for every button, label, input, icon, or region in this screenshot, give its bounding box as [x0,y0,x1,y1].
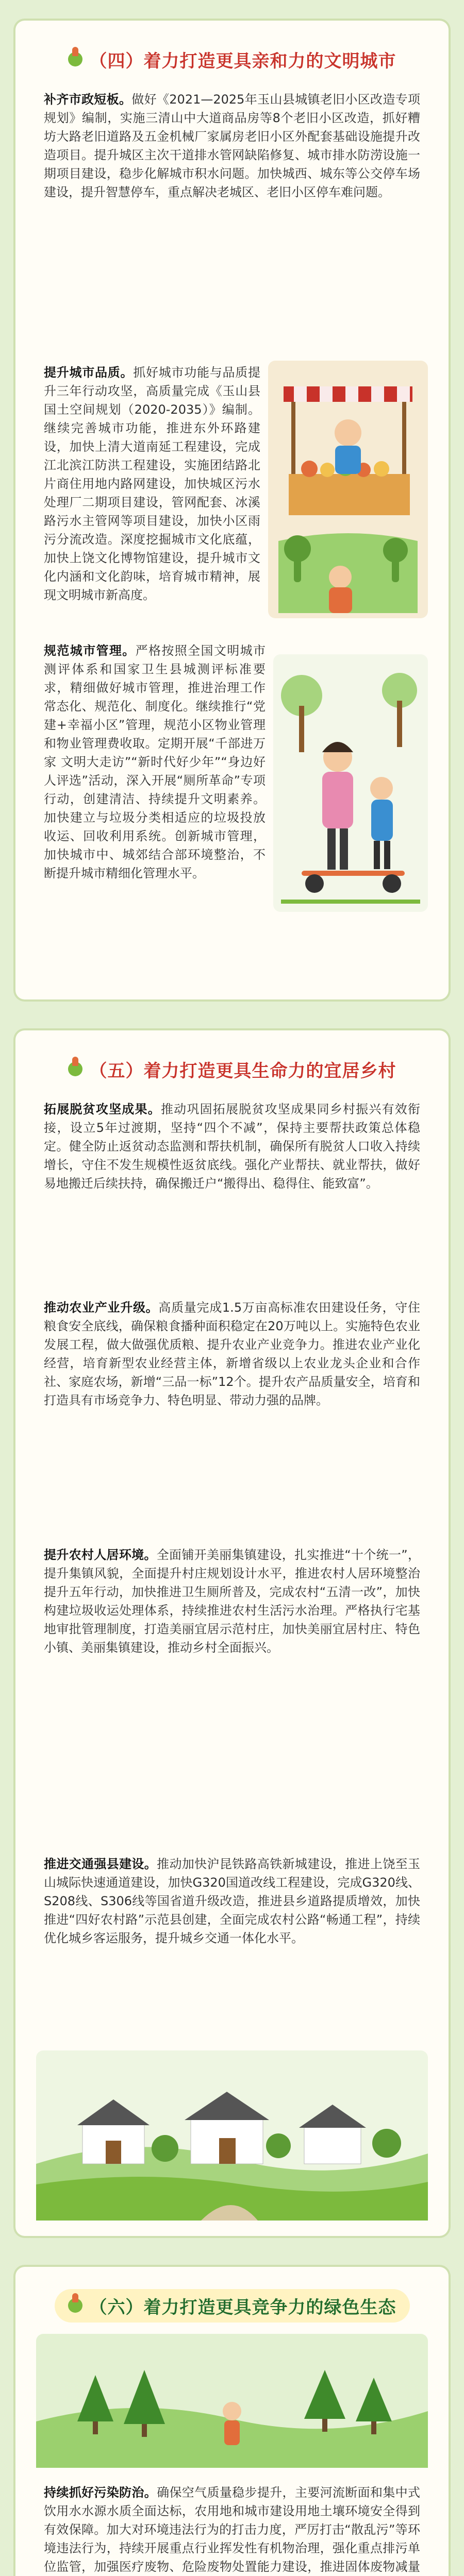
paragraph-body: 推动巩固拓展脱贫攻坚成果同乡村振兴有效衔接，设立5年过渡期，坚持“四个不减”，保持主要帮扶政策总体稳定。健全防止返贫动态监测和帮扶机制，确保所有脱贫人口收入持续增长，守住不发生规模性返贫底线。强化产业帮扶、就业帮扶，做好易地搬迁后续扶持，确保搬迁户“搬得出、稳得住、能致富”。 [44,1102,421,1191]
section-title: （六）着力打造更具竞争力的绿色生态 [89,2297,396,2318]
paragraph-body: 高质量完成1.5万亩高标准农田建设任务，守住粮食安全底线，确保粮食播种面积稳定在20万吨以上。实施特色农业发展工程，做大做强优质粮、提升农业产业竞争力。推进农业产业化经营，培育新型农业经营主体，新增省级以上农业龙头企业和合作社、家庭农场，新增“三品一标”12个。提升农产品质量安全，培育和打造具有市场竞争力、特色明显、带动力强的品牌。 [44,1300,420,1408]
paragraph-body: 抓好城市功能与品质提升三年行动攻坚，高质量完成《玉山县国土空间规划（2020-2035）》编制。继续完善城市功能，推进东外环路建设，加快上清大道南延工程建设，完成江北滨江防洪工程建设，实施团结路北片商住用地内路网建设，加快城区污水处理厂二期项目建设，管网配套、冰溪路污水主管网等项目建设，加快小区雨污分流改造。深度挖掘城市文化底蕴，加快上饶文化博物馆建设，提升城市文化内涵和文化韵味，培育城市精神，展现文明城市新高度。 [44,365,260,602]
family-illustration [271,649,430,917]
section-title-bar [55,1053,410,1086]
section-header [15,1051,449,1087]
market-stall-illustration [263,355,433,623]
paragraph-body: 全面铺开美丽集镇建设，扎实推进“十个统一”，提升集镇风貌，全面提升村庄规划设计水平，推进农村人居环境整治提升五年行动，加快推进卫生厕所普及，完成农村“五清一改”，加快构建垃圾收运处理体系，持续推进农村生活污水治理。严格执行宅基地审批管理制度，打造美丽宜居示范村庄，加快美丽宜居村庄、特色小镇、美丽集镇建设，推动乡村全面振兴。 [44,1548,421,1655]
paragraph-lead: 规范城市管理。 [44,643,136,658]
paragraph [44,1100,420,1193]
section-header [15,41,449,77]
section-title: （四）着力打造更具亲和力的文明城市 [89,50,396,72]
forest-illustration [36,2334,428,2468]
paragraph-lead: 补齐市政短板。 [44,92,132,107]
section-card-ecology [15,2267,449,2576]
leaf-ornament-icon [68,52,82,66]
village-illustration [36,2050,428,2221]
paragraph-lead: 持续抓好污染防治。 [44,2485,157,2500]
paragraph [44,1298,420,1410]
section-card-urban [15,21,449,999]
paragraph [44,90,420,201]
paragraph [44,363,260,604]
paragraph-lead: 提升农村人居环境。 [44,1548,157,1562]
paragraph-body: 严格按照全国文明城市测评体系和国家卫生县城测评标准要求，精细做好城市管理，推进治理工作常态化、规范化、制度化。继续推行“党建+幸福小区”管理，规范小区物业管理和物业管理费收取。定期开展“千部进万家 文明大走访”“新时代好少年”“身边好人评选”活动，深入开展“厕所革命”专项行动，创建清洁、持续提升文明素养。加快建立与垃圾分类相适应的垃圾投放收运、回收利用系统。创新城市管理，加快城市中、城郊结合部环境整治，不断提升城市精细化管理水平。 [44,643,266,880]
paragraph [44,641,266,883]
section-card-rural [15,1030,449,2236]
paragraph-body: 确保空气质量稳步提升，主要河流断面和集中式饮用水水源水质全面达标，农用地和城市建设用地土壤环境安全得到有效保障。加大对环境违法行为的打击力度，严厉打击“散乱污”等环境违法行为，持续开展重点行业挥发性有机物治理，强化重点排污单位监管，加强医疗废物、危险废物处置能力建设，推进固体废物减量 [44,2485,421,2574]
section-title: （五）着力打造更具生命力的宜居乡村 [89,1060,396,1081]
paragraph-body: 做好《2021—2025年玉山县城镇老旧小区改造专项规划》编制，实施三清山中大道商品房等8个老旧小区改造，抓好糟坊大路老旧道路及五金机械厂家属房老旧小区外配套基础设施提升改造项目。提升城区主次干道排水管网缺陷修复、城市排水防涝设施一期项目建设，稳步化解城市积水问题。加快城西、城东等公交停车场建设，提升智慧停车，重点解决老城区、老旧小区停车难问题。 [44,92,421,199]
section-header [15,2287,449,2324]
paragraph [44,2483,420,2576]
paragraph [44,1855,420,1947]
paragraph [44,1546,420,1657]
paragraph-lead: 提升城市品质。 [44,365,134,380]
leaf-ornament-icon [68,2298,82,2313]
leaf-ornament-icon [68,1062,82,1076]
paragraph-lead: 推动农业产业升级。 [44,1300,159,1315]
paragraph-lead: 推进交通强县建设。 [44,1857,157,1871]
paragraph-body: 推动加快沪昆铁路高铁新城建设，推进上饶至玉山城际快速通道建设，加快G320国道改线工程建设，完成G320线、S208线、S306线等国省道升级改造，推进县乡道路提质增效，加快推进“四好农村路”示范县创建，全面完成农村公路“畅通工程”，持续优化城乡客运服务，提升城乡交通一体化水平。 [44,1857,421,1945]
section-title-bar [55,43,410,76]
section-title-bar [55,2289,410,2323]
paragraph-lead: 拓展脱贫攻坚成果。 [44,1102,161,1116]
